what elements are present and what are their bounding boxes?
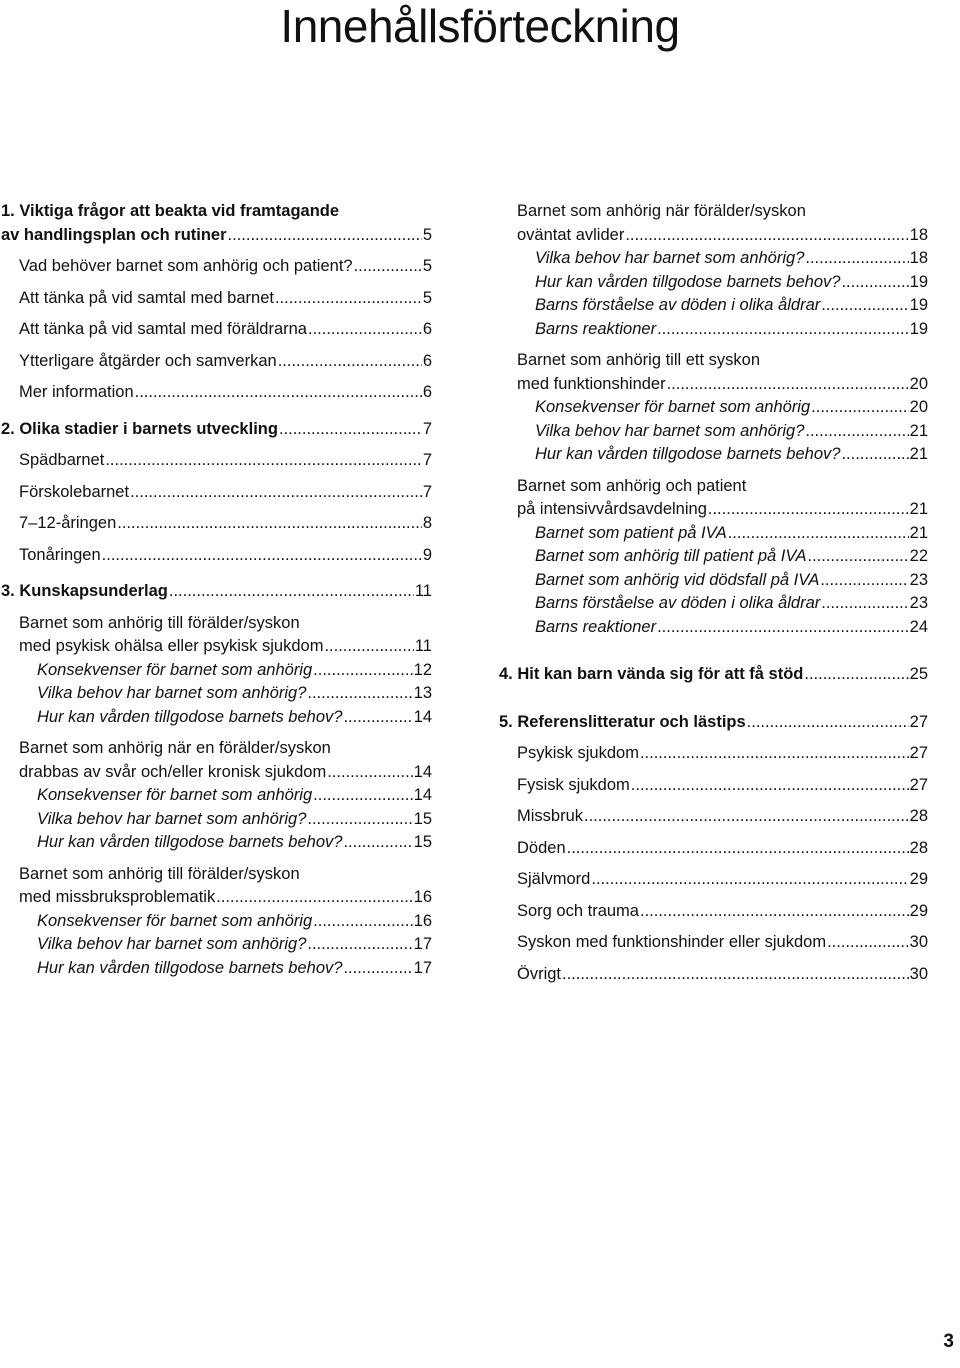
- toc-entry-title: Fysisk sjukdom: [517, 775, 630, 794]
- toc-entry[interactable]: [498, 396, 928, 420]
- toc-entry-title: Vilka behov har barnet som anhörig?: [37, 935, 307, 953]
- toc-dot-leader: [657, 616, 909, 640]
- toc-dot-leader: [327, 761, 412, 785]
- toc-entry-page: 25: [909, 665, 928, 683]
- toc-entry-page: 11: [414, 637, 432, 655]
- toc-entry-page: 19: [909, 296, 928, 314]
- toc-dot-leader: [313, 784, 412, 808]
- toc-entry[interactable]: [498, 247, 928, 271]
- toc-dot-leader: [841, 443, 908, 467]
- toc-entry[interactable]: [0, 737, 432, 761]
- toc-entry-title: Spädbarnet: [19, 451, 105, 469]
- toc-dot-leader: [308, 318, 422, 342]
- toc-entry[interactable]: [498, 224, 928, 248]
- toc-entry[interactable]: [0, 761, 432, 785]
- toc-dot-leader: [343, 957, 412, 981]
- toc-entry-title: Ytterligare åtgärder och samverkan: [19, 351, 277, 370]
- toc-entry-page: 28: [909, 807, 928, 825]
- toc-entry[interactable]: [498, 931, 928, 955]
- toc-entry-title: Döden: [517, 838, 566, 857]
- toc-entry[interactable]: [498, 373, 928, 397]
- toc-entry-title: Konsekvenser för barnet som anhörig: [37, 660, 313, 679]
- toc-entry[interactable]: [498, 900, 928, 924]
- toc-entry-page: 30: [909, 964, 928, 983]
- toc-entry-title: Att tänka på vid samtal med barnet: [19, 288, 274, 307]
- toc-entry-page: 15: [413, 833, 432, 851]
- toc-dot-leader: [811, 396, 908, 420]
- toc-dot-leader: [708, 498, 909, 522]
- toc-entry-page: 7: [422, 482, 432, 501]
- toc-entry-title: Barns förståelse av döden i olika åldrar: [535, 296, 821, 314]
- toc-entry-title: 7–12-åringen: [19, 514, 117, 532]
- toc-entry-title: Barns förståelse av döden i olika åldrar: [535, 594, 821, 612]
- toc-entry-page: 11: [414, 582, 432, 600]
- toc-dot-leader: [631, 774, 909, 798]
- toc-dot-leader: [275, 287, 422, 311]
- toc-entry-title: Vilka behov har barnet som anhörig?: [535, 249, 805, 267]
- toc-entry-page: 17: [413, 958, 432, 977]
- toc-entry[interactable]: [0, 512, 432, 536]
- toc-entry[interactable]: [0, 287, 432, 311]
- toc-entry-title: av handlingsplan och rutiner: [1, 225, 227, 244]
- toc-dot-leader: [307, 933, 412, 957]
- toc-entry[interactable]: [498, 569, 928, 593]
- toc-dot-leader: [102, 544, 422, 568]
- toc-dot-leader: [130, 481, 422, 505]
- toc-entry-page: 7: [422, 419, 432, 438]
- toc-dot-leader: [821, 294, 908, 318]
- toc-dot-leader: [841, 271, 908, 295]
- toc-dot-leader: [562, 963, 909, 987]
- toc-entry-title: Sorg och trauma: [517, 901, 639, 920]
- toc-entry[interactable]: [498, 711, 928, 735]
- toc-entry[interactable]: [498, 663, 928, 687]
- toc-entry-page: 29: [909, 901, 928, 920]
- toc-entry[interactable]: [498, 420, 928, 444]
- toc-entry-title: på intensivvårdsavdelning: [517, 500, 707, 518]
- toc-entry[interactable]: [498, 774, 928, 798]
- toc-entry[interactable]: [0, 580, 432, 604]
- toc-entry-title: Förskolebarnet: [19, 482, 130, 501]
- toc-dot-leader: [135, 381, 422, 405]
- toc-entry[interactable]: [0, 350, 432, 374]
- toc-entry-title: Barnet som anhörig till förälder/syskon: [19, 613, 300, 632]
- toc-entry-page: 28: [909, 838, 928, 857]
- toc-entry[interactable]: [0, 933, 432, 957]
- toc-dot-leader: [808, 545, 909, 569]
- toc-entry-page: 21: [909, 445, 928, 463]
- toc-entry-title: Barnet som anhörig när en förälder/syskon: [19, 739, 331, 757]
- toc-entry-title: Mer information: [19, 383, 134, 401]
- toc-entry-title: Vilka behov har barnet som anhörig?: [37, 809, 307, 828]
- toc-entry[interactable]: [0, 544, 432, 568]
- toc-entry-title: Barns reaktioner: [535, 617, 657, 636]
- toc-entry-title: Barnet som anhörig vid dödsfall på IVA: [535, 570, 820, 589]
- toc-entry-title: Barnet som anhörig till patient på IVA: [535, 547, 807, 565]
- toc-entry[interactable]: [0, 381, 432, 405]
- toc-dot-leader: [567, 837, 909, 861]
- toc-dot-leader: [169, 580, 414, 604]
- toc-entry[interactable]: [0, 706, 432, 730]
- toc-entry-page: 14: [413, 762, 432, 781]
- toc-dot-leader: [313, 659, 412, 683]
- toc-entry-page: 5: [422, 288, 432, 307]
- toc-entry-page: 16: [413, 911, 432, 930]
- toc-entry-title: Tonåringen: [19, 545, 101, 564]
- toc-entry[interactable]: [498, 318, 928, 342]
- toc-entry-page: 18: [909, 249, 928, 267]
- toc-dot-leader: [821, 592, 908, 616]
- toc-entry-title: Syskon med funktionshinder eller sjukdom: [517, 933, 827, 951]
- toc-entry-page: 6: [422, 351, 432, 370]
- toc-entry-title: med funktionshinder: [517, 374, 666, 393]
- toc-dot-leader: [117, 512, 422, 536]
- toc-entry-page: 23: [909, 594, 928, 612]
- toc-entry-page: 17: [413, 935, 432, 953]
- toc-entry-page: 15: [413, 809, 432, 828]
- toc-entry[interactable]: [498, 616, 928, 640]
- toc-dot-leader: [667, 373, 909, 397]
- toc-entry[interactable]: [498, 349, 928, 373]
- toc-entry[interactable]: [498, 868, 928, 892]
- toc-entry-title: Hur kan vården tillgodose barnets behov?: [37, 707, 343, 726]
- toc-entry-page: 21: [909, 500, 928, 518]
- toc-entry-title: Hur kan vården tillgodose barnets behov?: [37, 833, 343, 851]
- toc-dot-leader: [640, 900, 909, 924]
- toc-entry-title: Att tänka på vid samtal med föräldrarna: [19, 320, 307, 338]
- toc-entry-title: med missbruksproblematik: [19, 888, 216, 906]
- toc-entry[interactable]: [498, 742, 928, 766]
- toc-entry-page: 23: [909, 570, 928, 589]
- toc-entry-page: 9: [422, 545, 432, 564]
- toc-entry[interactable]: [0, 481, 432, 505]
- toc-entry-page: 27: [909, 775, 928, 794]
- toc-entry-title: Konsekvenser för barnet som anhörig: [37, 911, 313, 930]
- toc-right-column: [498, 200, 928, 986]
- toc-entry-title: 3. Kunskapsunderlag: [1, 582, 168, 600]
- toc-entry-title: Hur kan vården tillgodose barnets behov?: [535, 445, 841, 463]
- toc-entry-page: 8: [422, 514, 432, 532]
- toc-entry[interactable]: [498, 475, 928, 499]
- toc-entry[interactable]: [498, 545, 928, 569]
- toc-entry-title: Konsekvenser för barnet som anhörig: [37, 786, 313, 804]
- toc-entry-title: 4. Hit kan barn vända sig för att få stöd: [499, 665, 804, 683]
- toc-dot-leader: [307, 808, 412, 832]
- toc-dot-leader: [105, 449, 421, 473]
- toc-dot-leader: [324, 635, 413, 659]
- toc-entry-title: oväntat avlider: [517, 225, 625, 244]
- toc-entry[interactable]: [498, 837, 928, 861]
- toc-entry[interactable]: [0, 784, 432, 808]
- toc-entry-title: Barnet som anhörig när förälder/syskon: [517, 202, 806, 220]
- toc-entry-page: 20: [909, 374, 928, 393]
- toc-entry-title: Konsekvenser för barnet som anhörig: [535, 398, 811, 416]
- toc-entry[interactable]: [0, 910, 432, 934]
- toc-dot-leader: [805, 420, 908, 444]
- toc-entry-title: Barns reaktioner: [535, 319, 657, 338]
- toc-dot-leader: [625, 224, 908, 248]
- toc-entry-title: 2. Olika stadier i barnets utveckling: [1, 419, 278, 438]
- toc-entry-title: Missbruk: [517, 807, 584, 825]
- toc-entry-title: Hur kan vården tillgodose barnets behov?: [535, 272, 841, 291]
- toc-dot-leader: [820, 569, 908, 593]
- toc-entry-title: Barnet som anhörig till ett syskon: [517, 351, 761, 369]
- toc-dot-leader: [640, 742, 909, 766]
- toc-entry-title: 5. Referenslitteratur och lästips: [499, 712, 746, 731]
- toc-entry-title: Barnet som anhörig och patient: [517, 476, 747, 495]
- toc-entry-page: 16: [413, 888, 432, 906]
- toc-entry[interactable]: [0, 200, 432, 224]
- toc-entry-title: Vad behöver barnet som anhörig och patient?: [19, 257, 353, 275]
- toc-dot-leader: [804, 663, 908, 687]
- toc-entry-title: Psykisk sjukdom: [517, 744, 639, 762]
- toc-entry-page: 5: [422, 257, 432, 275]
- toc-entry[interactable]: [0, 635, 432, 659]
- toc-entry[interactable]: [0, 659, 432, 683]
- toc-dot-leader: [827, 931, 909, 955]
- toc-entry-page: 6: [422, 383, 432, 401]
- toc-entry-title: 1. Viktiga frågor att beakta vid framtagande: [1, 202, 340, 220]
- toc-entry-page: 18: [909, 225, 928, 244]
- toc-entry-title: Övrigt: [517, 964, 562, 983]
- toc-entry[interactable]: [0, 682, 432, 706]
- toc-entry[interactable]: [0, 318, 432, 342]
- toc-dot-leader: [584, 805, 909, 829]
- toc-entry[interactable]: [498, 805, 928, 829]
- toc-dot-leader: [343, 831, 412, 855]
- toc-entry[interactable]: [0, 886, 432, 910]
- toc-entry-page: 5: [422, 225, 432, 244]
- toc-dot-leader: [228, 224, 422, 248]
- toc-entry-page: 20: [909, 398, 928, 416]
- toc-entry-page: 19: [909, 272, 928, 291]
- toc-entry[interactable]: [498, 592, 928, 616]
- toc-entry-page: 14: [413, 707, 432, 726]
- toc-entry-title: Vilka behov har barnet som anhörig?: [535, 421, 805, 440]
- toc-dot-leader: [343, 706, 412, 730]
- toc-dot-leader: [278, 350, 422, 374]
- toc-entry-page: 21: [909, 421, 928, 440]
- toc-entry-page: 21: [909, 523, 928, 542]
- toc-entry[interactable]: [0, 863, 432, 887]
- toc-entry-page: 29: [909, 870, 928, 888]
- toc-dot-leader: [216, 886, 412, 910]
- toc-entry[interactable]: [498, 294, 928, 318]
- toc-entry-title: drabbas av svår och/eller kronisk sjukdom: [19, 762, 327, 781]
- page-title: Innehållsförteckning: [280, 0, 680, 52]
- toc-dot-leader: [307, 682, 412, 706]
- toc-entry[interactable]: [498, 443, 928, 467]
- toc-entry-page: 14: [413, 786, 432, 804]
- toc-dot-leader: [728, 522, 909, 546]
- toc-entry[interactable]: [0, 612, 432, 636]
- toc-entry-page: 30: [909, 933, 928, 951]
- toc-entry[interactable]: [0, 418, 432, 442]
- toc-dot-leader: [354, 255, 422, 279]
- toc-entry-page: 27: [909, 712, 928, 731]
- toc-entry-title: Barnet som patient på IVA: [535, 523, 727, 542]
- toc-entry-title: Hur kan vården tillgodose barnets behov?: [37, 958, 343, 977]
- toc-dot-leader: [657, 318, 909, 342]
- toc-left-column: [0, 200, 432, 980]
- toc-entry[interactable]: [498, 271, 928, 295]
- toc-dot-leader: [279, 418, 422, 442]
- toc-entry-title: Vilka behov har barnet som anhörig?: [37, 684, 307, 702]
- toc-entry-page: 12: [413, 660, 432, 679]
- toc-dot-leader: [591, 868, 908, 892]
- toc-entry[interactable]: [0, 449, 432, 473]
- toc-dot-leader: [313, 910, 412, 934]
- toc-entry-title: Barnet som anhörig till förälder/syskon: [19, 864, 300, 883]
- toc-entry[interactable]: [0, 831, 432, 855]
- toc-entry-title: Självmord: [517, 870, 591, 888]
- toc-entry-page: 27: [909, 744, 928, 762]
- toc-entry-page: 7: [422, 451, 432, 469]
- toc-entry[interactable]: [0, 255, 432, 279]
- toc-dot-leader: [805, 247, 908, 271]
- toc-entry[interactable]: [0, 808, 432, 832]
- toc-entry[interactable]: [498, 498, 928, 522]
- toc-entry[interactable]: [498, 522, 928, 546]
- toc-entry-page: 22: [909, 547, 928, 565]
- toc-entry-page: 19: [909, 319, 928, 338]
- toc-entry-page: 13: [413, 684, 432, 702]
- toc-entry[interactable]: [0, 957, 432, 981]
- toc-entry[interactable]: [0, 224, 432, 248]
- toc-dot-leader: [747, 711, 909, 735]
- page-number: 3: [943, 1331, 954, 1352]
- toc-entry[interactable]: [498, 200, 928, 224]
- toc-entry-page: 6: [422, 320, 432, 338]
- toc-entry[interactable]: [498, 963, 928, 987]
- toc-entry-page: 24: [909, 617, 928, 636]
- toc-entry-title: med psykisk ohälsa eller psykisk sjukdom: [19, 637, 324, 655]
